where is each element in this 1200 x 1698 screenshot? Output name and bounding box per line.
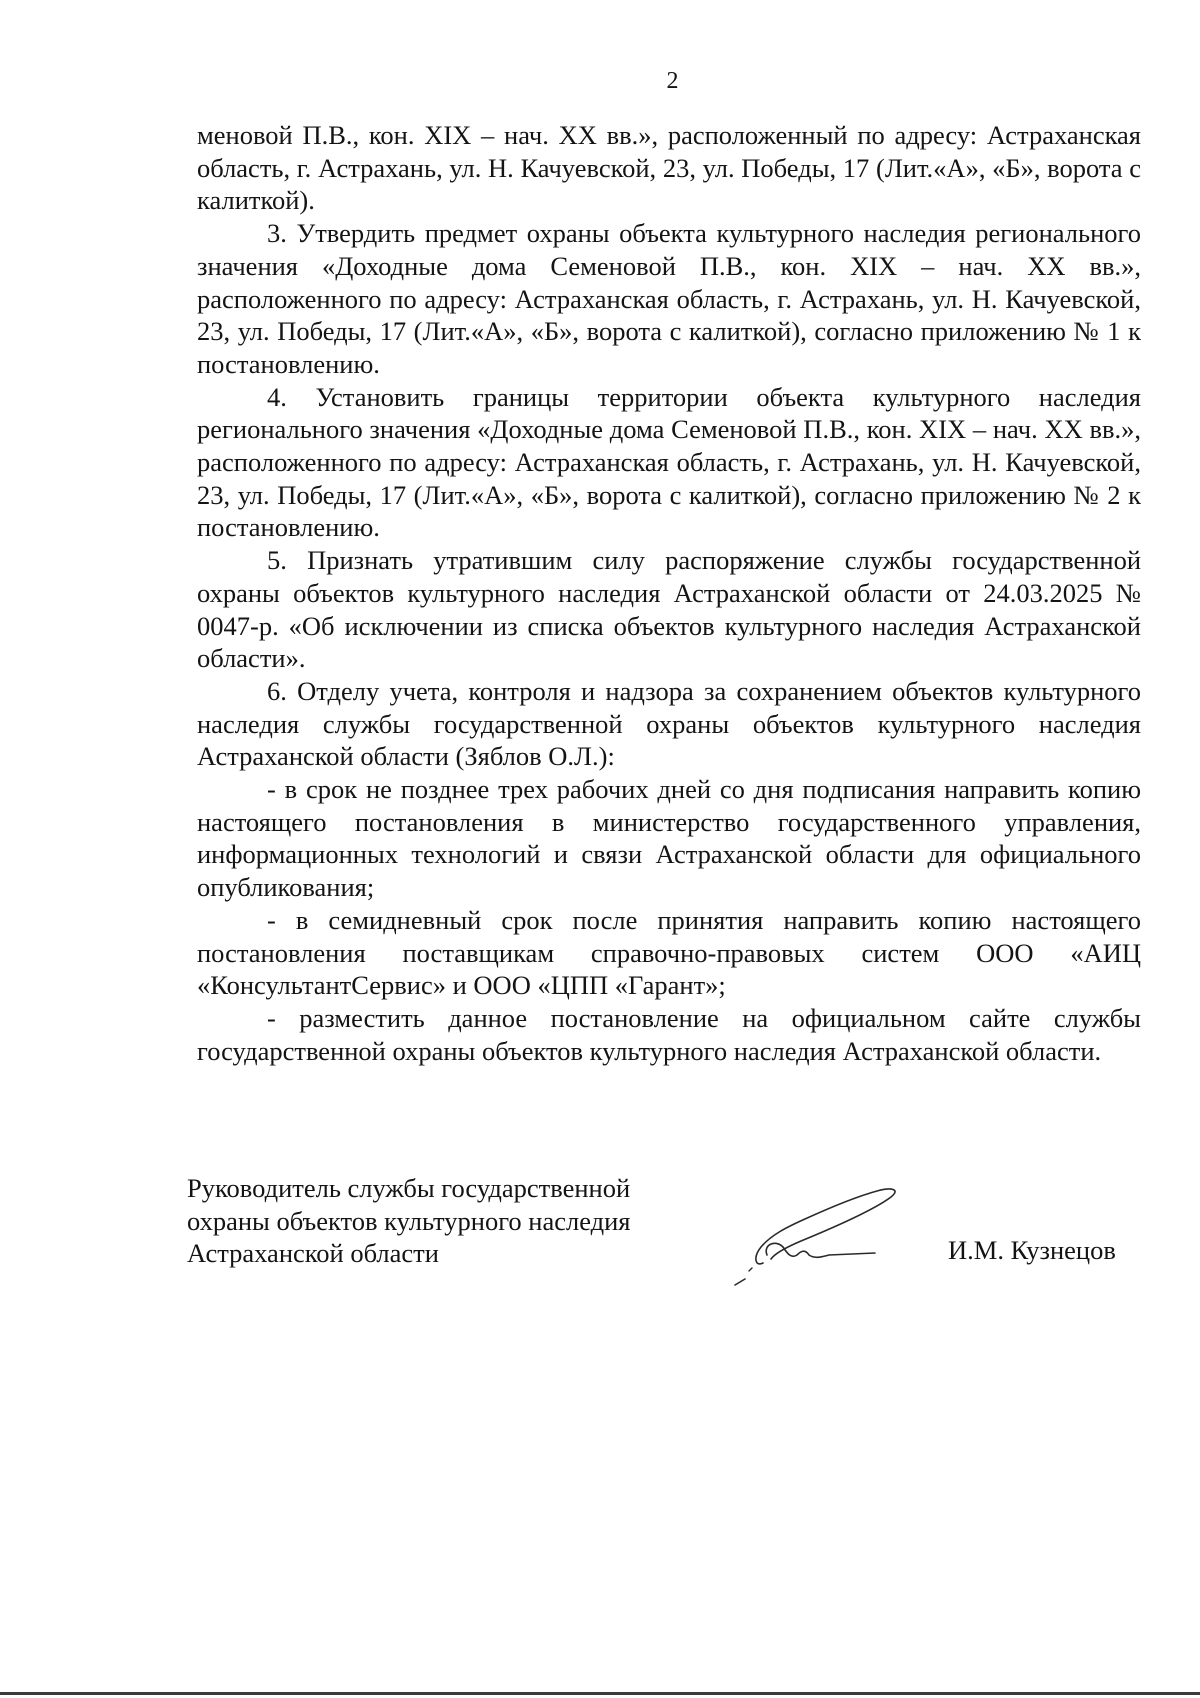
signatory-position-line: Руководитель службы государственной (187, 1173, 631, 1203)
paragraph-item-6: 6. Отделу учета, контроля и надзора за сохранением объектов культурного наследия службы государственной охраны объектов культурного наследия Астраханской области (Зяблов О.Л.): (197, 675, 1141, 772)
signatory-position-line: Астраханской области (187, 1238, 439, 1268)
signatory-position (187, 1172, 630, 1270)
signatory-position-line: охраны объектов культурного наследия (187, 1205, 631, 1236)
paragraph-item-5: 5. Признать утратившим силу распоряжение службы государственной охраны объектов культурного наследия Астраханской области от 24.03.2025 № 0047-р. «Об исключении из списка объектов культурного наследия Астраханской области». (197, 545, 1141, 674)
page-bottom-edge (0, 1692, 1200, 1695)
paragraph-continuation: меновой П.В., кон. XIX – нач. XX вв.», расположенный по адресу: Астраханская область, г. Астрахань, ул. Н. Качуевской, 23, ул. Победы, 17 (Лит.«А», «Б», ворота с калиткой). (197, 120, 1141, 216)
document-body (197, 119, 1141, 1067)
handwritten-signature (705, 1175, 925, 1295)
paragraph-subitem-legal-systems: - в семидневный срок после принятия направить копию настоящего постановления поставщикам справочно-правовых систем ООО «АИЦ «КонсультантСервис» и ООО «ЦПП «Гарант»; (197, 904, 1141, 1001)
page-number: 2 (666, 68, 679, 94)
signatory-name: И.М. Кузнецов (948, 1235, 1116, 1265)
paragraph-item-4: 4. Установить границы территории объекта культурного наследия регионального значения «Доходные дома Семеновой П.В., кон. XIX – нач. XX вв.», расположенного по адресу: Астраханская область, г. Астрахань, ул. Н. Качуевской, 23, ул. Победы, 17 (Лит.«А», «Б», ворота с калиткой), согласно приложению № 2 к постановлению. (197, 381, 1141, 543)
paragraph-subitem-website: - разместить данное постановление на официальном сайте службы государственной охраны объектов культурного наследия Астраханской области. (197, 1002, 1141, 1066)
paragraph-item-3: 3. Утвердить предмет охраны объекта культурного наследия регионального значения «Доходные дома Семеновой П.В., кон. XIX – нач. XX вв.», расположенного по адресу: Астраханская область, г. Астрахань, ул. Н. Качуевской, 23, ул. Победы, 17 (Лит.«А», «Б», ворота с калиткой), согласно приложению № 1 к постановлению. (197, 218, 1141, 379)
paragraph-subitem-publication: - в срок не позднее трех рабочих дней со дня подписания направить копию настоящего постановления в министерство государственного управления, информационных технологий и связи Астраханской области для официального опубликования; (197, 774, 1141, 903)
